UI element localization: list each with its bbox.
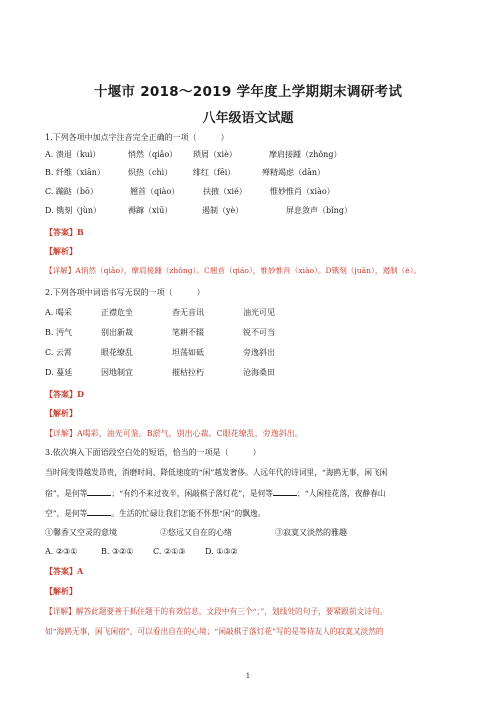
q2-option-c-4: 旁逸斜出 [243,348,275,357]
q1-option-c-3: 扶掖（xié） [203,187,247,196]
q3-paragraph-line-3 [45,507,265,519]
q1-option-a-2: 悄然（qiǎo） [128,150,178,159]
q1-option-a-4: 摩肩接踵（zhǒng） [269,150,342,159]
q2-option-c-1: C. 云霄 [45,348,72,357]
q1-detail: 【详解】A悄然（qiǎo），摩肩接踵（zhǒng）。C翘首（qiáo），惟妙惟肖（xiào）。D镌刻（juān），遏制（è）。 [45,266,422,275]
q2-option-a-2: 正襟危坐 [101,308,133,317]
q1-option-d-4: 屏息敛声（bǐng） [286,206,352,215]
q3-option-d: D. ①③② [205,547,238,556]
q3-paragraph-line-2 [45,487,386,499]
q2-answer: 【答案】D [45,389,84,399]
q2-option-d-1: D. 蔓延 [45,368,73,377]
question-1-stem: 1.下列各项中加点字注音完全正确的一项（ ） [45,133,229,142]
q2-option-b-3: 笔耕不辍 [172,328,204,337]
q3-paragraph-line-1: 当时间变得越发昂贵，消磨时间、降低速度的“闲”越发奢侈。人远年代的诗词里，“海鸥无事，闲飞闲 [45,468,388,477]
q1-option-a-3: 琐屑（xiè） [193,150,237,159]
page-number: 1 [245,672,251,680]
q1-option-c-4: 惟妙惟肖（xiào） [270,187,335,196]
q3-text-segment: 空”，是何等 [45,509,88,518]
q3-answer: 【答案】A [45,566,84,576]
q1-option-c-1: C. 蹦跶（bō） [45,187,98,196]
q2-analysis-label: 【解析】 [45,408,77,418]
q3-choice-3: ③寂寞又淡然的雅趣 [275,528,347,537]
q1-option-d-1: D. 镌刻（jùn） [45,206,101,215]
q3-option-a: A. ②③① [45,547,78,556]
q3-text-segment: ；“人闲桂花落，夜静春山 [297,489,386,498]
fill-blank-3 [87,507,111,516]
q3-option-b: B. ③②① [101,547,134,556]
q3-choice-1: ①馨香又空灵的意境 [45,528,117,537]
q3-detail-line-1: 【详解】解答此题要善于抓住题干的有效信息，文段中有三个“；”，划线处的句子，要紧跟前文诗句。 [45,607,388,616]
q1-option-a-1: A. 溃退（kuì） [45,150,101,159]
q1-option-b-4: 殚精竭虑（dān） [262,168,326,177]
q2-option-a-4: 油光可见 [243,308,275,317]
q1-analysis-label: 【解析】 [45,246,77,256]
exam-title: 十堰市 2018～2019 学年度上学期期末调研考试 [93,84,403,100]
q2-option-c-3: 坦荡如砥 [172,348,204,357]
q2-detail: 【详解】A喝彩，油光可鉴。B淤气，别出心裁。C眼花缭乱，旁逸斜出。 [45,429,303,438]
q2-option-d-3: 摧枯拉朽 [172,368,204,377]
question-3-stem: 3.依次填入下面语段空白处的短语，恰当的一项是（ ） [45,448,261,457]
q1-option-c-2: 翘首（qiào） [130,187,180,196]
q1-option-b-2: 炽热（chì） [128,168,173,177]
exam-subtitle: 八年级语文试题 [202,111,294,126]
fill-blank-2 [273,487,297,496]
q3-analysis-label: 【解析】 [45,586,77,596]
q2-option-d-2: 因地制宜 [101,368,133,377]
q2-option-c-2: 眼花缭乱 [101,348,133,357]
q2-option-b-1: B. 沔气 [45,328,72,337]
q3-detail-line-2: 如“海鸥无事，闲飞闲宿”，可以看出自在的心境；“闲敲棋子落灯花”写的是等待友人的寂寞又淡然的 [45,627,384,636]
q3-text-segment: ；“有约不来过夜半，闲敲棋子落灯花”，是何等 [111,489,273,498]
q3-text-segment: 。生活的忙碌让我们怎能不怀想“闲”的飘逸。 [111,509,266,518]
q1-option-b-1: B. 纤维（xiān） [45,168,105,177]
q3-choice-2: ②悠远又自在的心绪 [160,528,232,537]
fill-blank-1 [87,487,111,496]
q3-text-segment: 宿”，是何等 [45,489,88,498]
q2-option-b-4: 锐不可当 [243,328,275,337]
q1-option-b-3: 绯红（fēi） [193,168,236,177]
q1-option-d-2: 褥蹿（xiū） [128,206,173,215]
q1-answer: 【答案】B [45,227,84,237]
q2-option-a-1: A. 喝采 [45,308,72,317]
q3-option-c: C. ②①③ [153,547,186,556]
q2-option-d-4: 沧海桑田 [243,368,275,377]
q2-option-b-2: 别出新裁 [101,328,133,337]
q2-option-a-3: 杳无音讯 [172,308,204,317]
question-2-stem: 2.下列各项中词语书写无误的一项（ ） [45,288,205,297]
q1-option-d-3: 遏制（yè） [202,206,244,215]
